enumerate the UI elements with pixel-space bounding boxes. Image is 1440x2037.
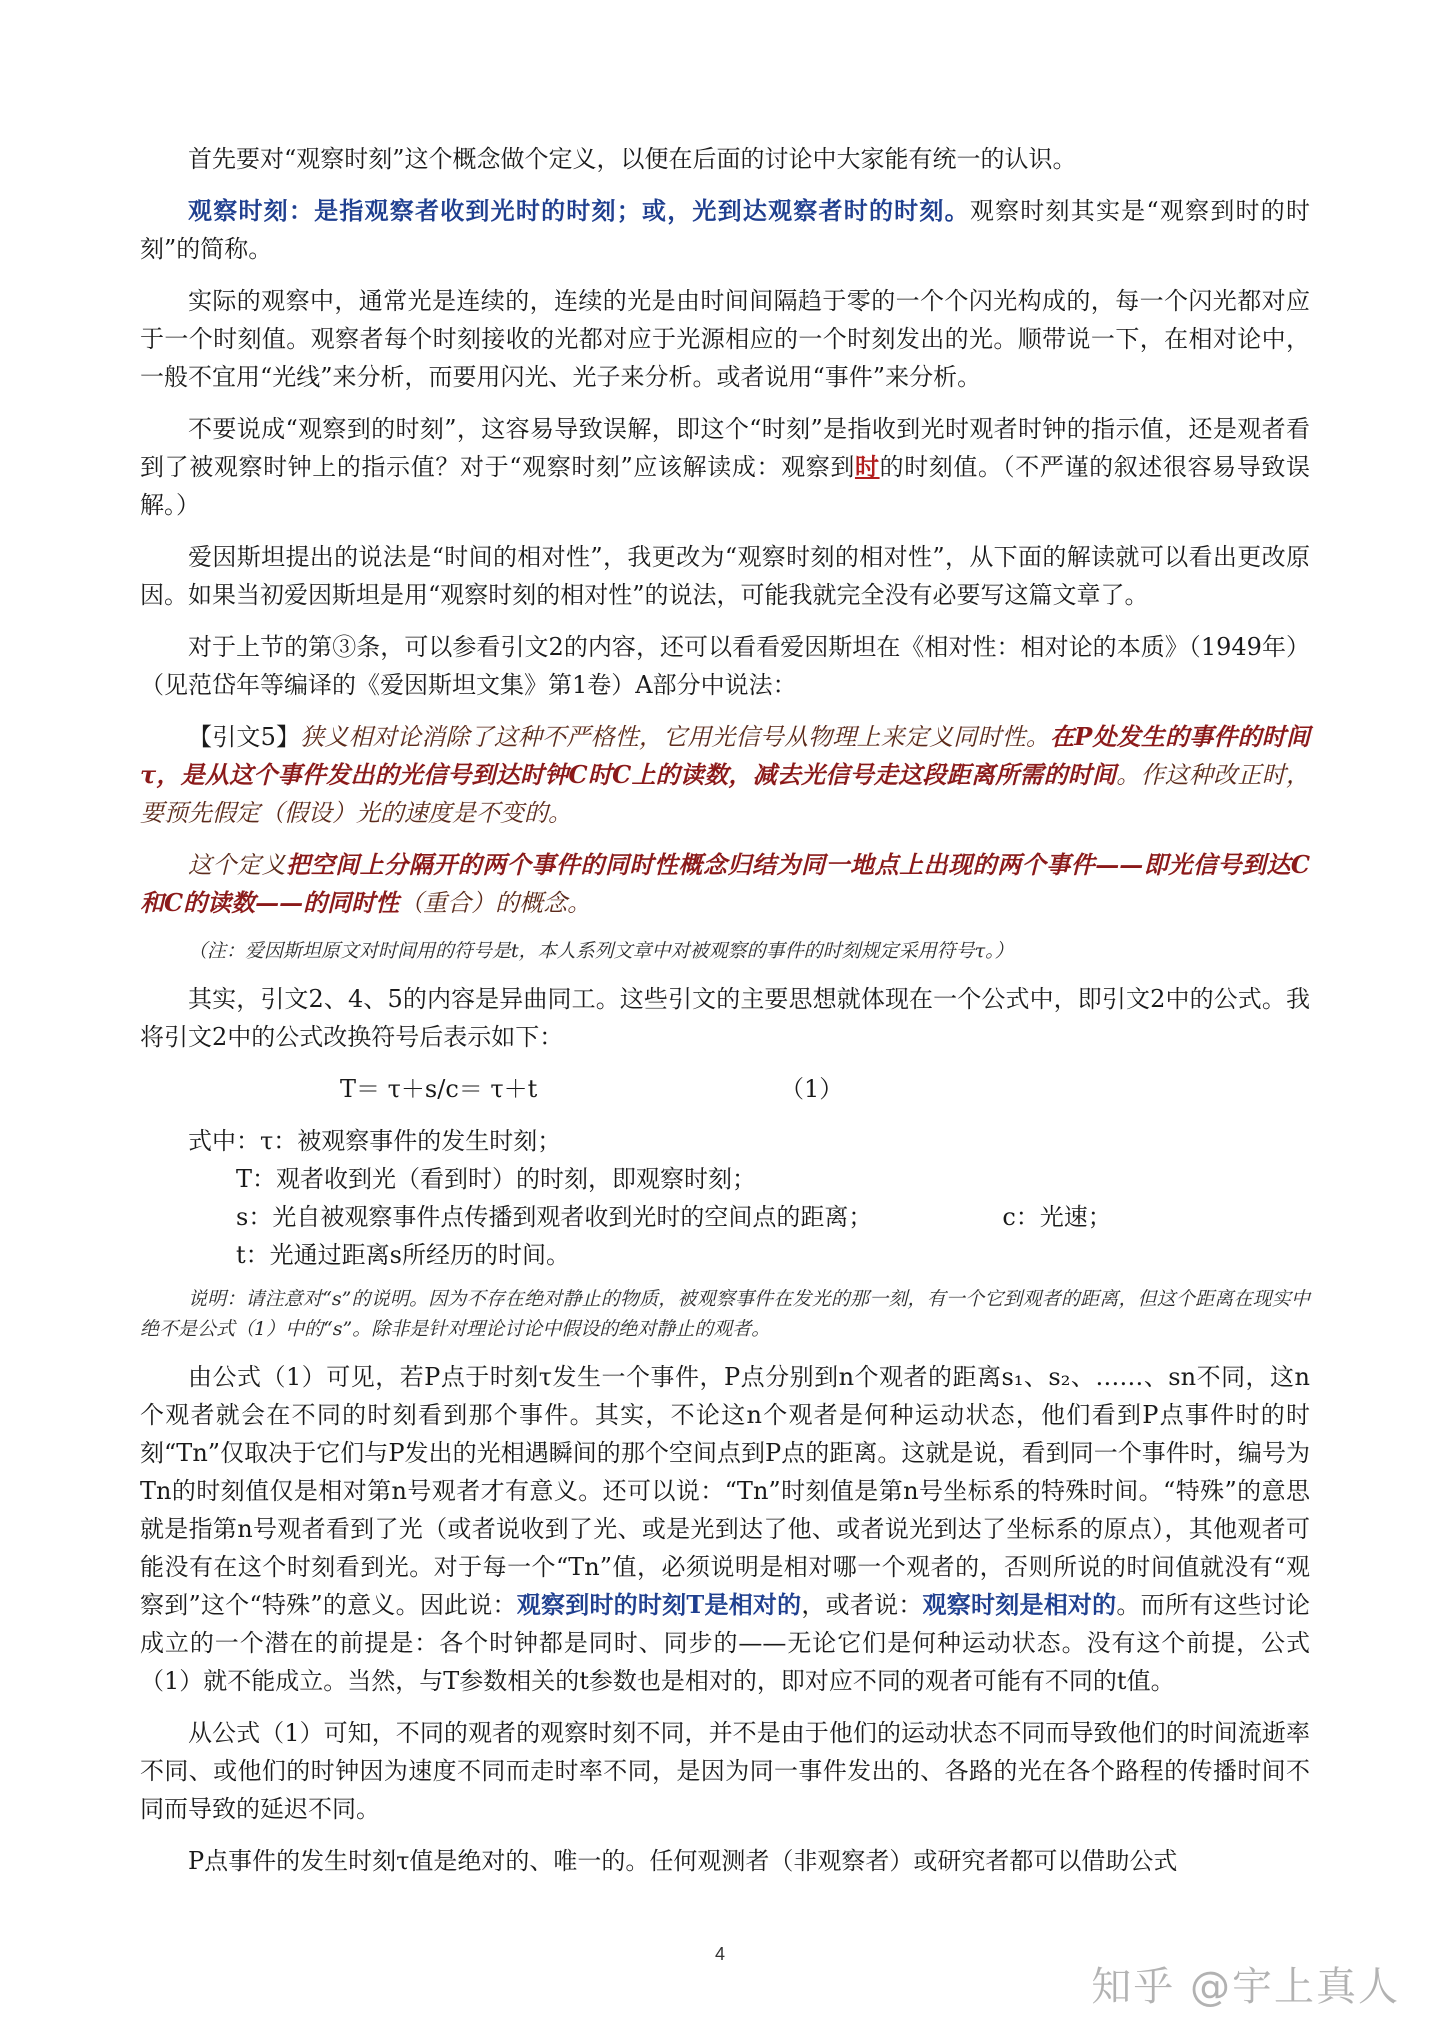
quote-5-part-c: 。作这种改正时，要预先假定（假设）光的速度是不变的。 <box>140 761 1310 827</box>
paragraph-3: 实际的观察中，通常光是连续的，连续的光是由时间间隔趋于零的一个个闪光构成的，每一个闪光都对应于一个时刻值。观察者每个时刻接收的光都对应于光源相应的一个时刻发出的光。顺带说一下，在相对论中，一般不宜用“光线”来分析，而要用闪光、光子来分析。或者说用“事件”来分析。 <box>140 287 1310 391</box>
paragraph-definition <box>140 192 1310 268</box>
p4-highlight: 时 <box>854 452 880 481</box>
quote-cont-part-a: 这个定义 <box>188 851 287 879</box>
quote-5-label: 【引文5】 <box>188 723 301 751</box>
def-s-row <box>140 1198 1310 1236</box>
paragraph-8 <box>140 1358 1310 1700</box>
def-T: T：观者收到光（看到时）的时刻，即观察时刻； <box>236 1165 757 1193</box>
def-t: t：光通过距离s所经历的时间。 <box>236 1241 570 1269</box>
p8-bold-1: 观察到时的时刻T是相对的 <box>516 1590 802 1619</box>
note-symbols: （注：爱因斯坦原文对时间用的符号是t，本人系列文章中对被观察的事件的时刻规定采用符号τ。） <box>188 940 1014 962</box>
definition-bold: 观察时刻：是指观察者收到光时的时刻；或，光到达观察者时的时刻。 <box>188 196 970 225</box>
p4-part-a: 不要说成“观察到的时刻”，这容易导致误解，即这个“时刻”是指收到光时观者时钟的指示值，还是观者看到了被观察时钟上的指示值？对于“观察时刻”应该解读成：观察到 <box>140 415 1310 481</box>
note-explanation: 说明：请注意对“s”的说明。因为不存在绝对静止的物质，被观察事件在发光的那一刻，有一个它到观者的距离，但这个距离在现实中绝不是公式（1）中的“s”。除非是针对理论讨论中假设的绝对静止的观者。 <box>140 1288 1310 1340</box>
quote-cont-part-b: 把空间上分隔开的两个事件的同时性概念归结为同一地点上出现的两个事件——即光信号到达C和C的读数——的同时性 <box>140 850 1311 917</box>
formula-1 <box>140 1070 1310 1108</box>
p4-part-b: 的时刻值。（不严谨的叙述很容易导致误解。） <box>140 453 1311 519</box>
paragraph-4 <box>140 410 1310 524</box>
definition-rest: 观察时刻其实是“观察到时的时刻”的简称。 <box>140 197 1310 263</box>
paragraph-5: 爱因斯坦提出的说法是“时间的相对性”，我更改为“观察时刻的相对性”，从下面的解读就可以看出更改原因。如果当初爱因斯坦是用“观察时刻的相对性”的说法，可能我就完全没有必要写这篇文章了。 <box>140 543 1310 609</box>
paragraph-9: 从公式（1）可知，不同的观者的观察时刻不同，并不是由于他们的运动状态不同而导致他们的时间流逝率不同、或他们的时钟因为速度不同而走时率不同，是因为同一事件发出的、各路的光在各个路程的传播时间不同而导致的延迟不同。 <box>140 1719 1310 1823</box>
def-tau-row <box>140 1122 1310 1160</box>
paragraph-10: P点事件的发生时刻τ值是绝对的、唯一的。任何观测者（非观察者）或研究者都可以借助公式 <box>188 1847 1178 1875</box>
formula-expression: T＝ τ＋s/c＝ τ＋t <box>340 1075 538 1103</box>
quote-5-part-b: 在P处发生的事件的时间τ，是从这个事件发出的光信号到达时钟C时C上的读数，减去光信号走这段距离所需的时间 <box>140 722 1310 789</box>
quote-5-part-a: 狭义相对论消除了这种不严格性，它用光信号从物理上来定义同时性。 <box>300 723 1051 751</box>
paragraph-7: 其实，引文2、4、5的内容是异曲同工。这些引文的主要思想就体现在一个公式中，即引文2中的公式。我将引文2中的公式改换符号后表示如下： <box>140 985 1310 1051</box>
paragraph-6: 对于上节的第③条，可以参看引文2的内容，还可以看看爱因斯坦在《相对性：相对论的本质》（1949年）（见范岱年等编译的《爱因斯坦文集》第1卷）A部分中说法： <box>140 633 1310 699</box>
def-c: c：光速； <box>1002 1203 1112 1231</box>
def-tau: τ：被观察事件的发生时刻； <box>260 1127 562 1155</box>
p8-part-c: 。而所有这些讨论成立的一个潜在的前提是：各个时钟都是同时、同步的——无论它们是何种运动状态。没有这个前提，公式（1）就不能成立。当然，与T参数相关的t参数也是相对的，即对应不同的观者可能有不同的t值。 <box>140 1591 1311 1695</box>
p8-mid: ，或者说： <box>801 1591 923 1619</box>
quote-cont-part-c: （重合）的概念。 <box>399 889 592 917</box>
p8-bold-2: 观察时刻是相对的 <box>922 1590 1117 1619</box>
formula-number: （1） <box>780 1075 844 1103</box>
quote-5-continued <box>140 846 1310 922</box>
page-number: 4 <box>714 1944 725 1964</box>
def-s: s：光自被观察事件点传播到观者收到光时的空间点的距离； <box>236 1203 873 1231</box>
def-intro: 式中： <box>188 1127 260 1155</box>
paragraph-1: 首先要对“观察时刻”这个概念做个定义，以便在后面的讨论中大家能有统一的认识。 <box>188 145 1077 173</box>
quote-5 <box>140 718 1310 832</box>
p8-part-a: 由公式（1）可见，若P点于时刻τ发生一个事件，P点分别到n个观者的距离s₁、s₂、……、sn不同，这n个观者就会在不同的时刻看到那个事件。其实，不论这n个观者是何种运动状态，他们看到P点事件时的时刻“Tn”仅取决于它们与P发出的光相遇瞬间的那个空间点到P点的距离。这就是说，看到同一个事件时，编号为Tn的时刻值仅是相对第n号观者才有意义。还可以说：“Tn”时刻值是第n号坐标系的特殊时间。“特殊”的意思就是指第n号观者看到了光（或者说收到了光、或是光到达了他、或者说光到达了坐标系的原点），其他观者可能没有在这个时刻看到光。对于每一个“Tn”值，必须说明是相对哪一个观者的，否则所说的时间值就没有“观察到”这个“特殊”的意义。因此说： <box>140 1363 1310 1619</box>
document-body <box>140 140 1310 1894</box>
zhihu-watermark: 知乎 @宇上真人 <box>1091 1964 1400 2010</box>
formula-definitions <box>140 1122 1310 1274</box>
